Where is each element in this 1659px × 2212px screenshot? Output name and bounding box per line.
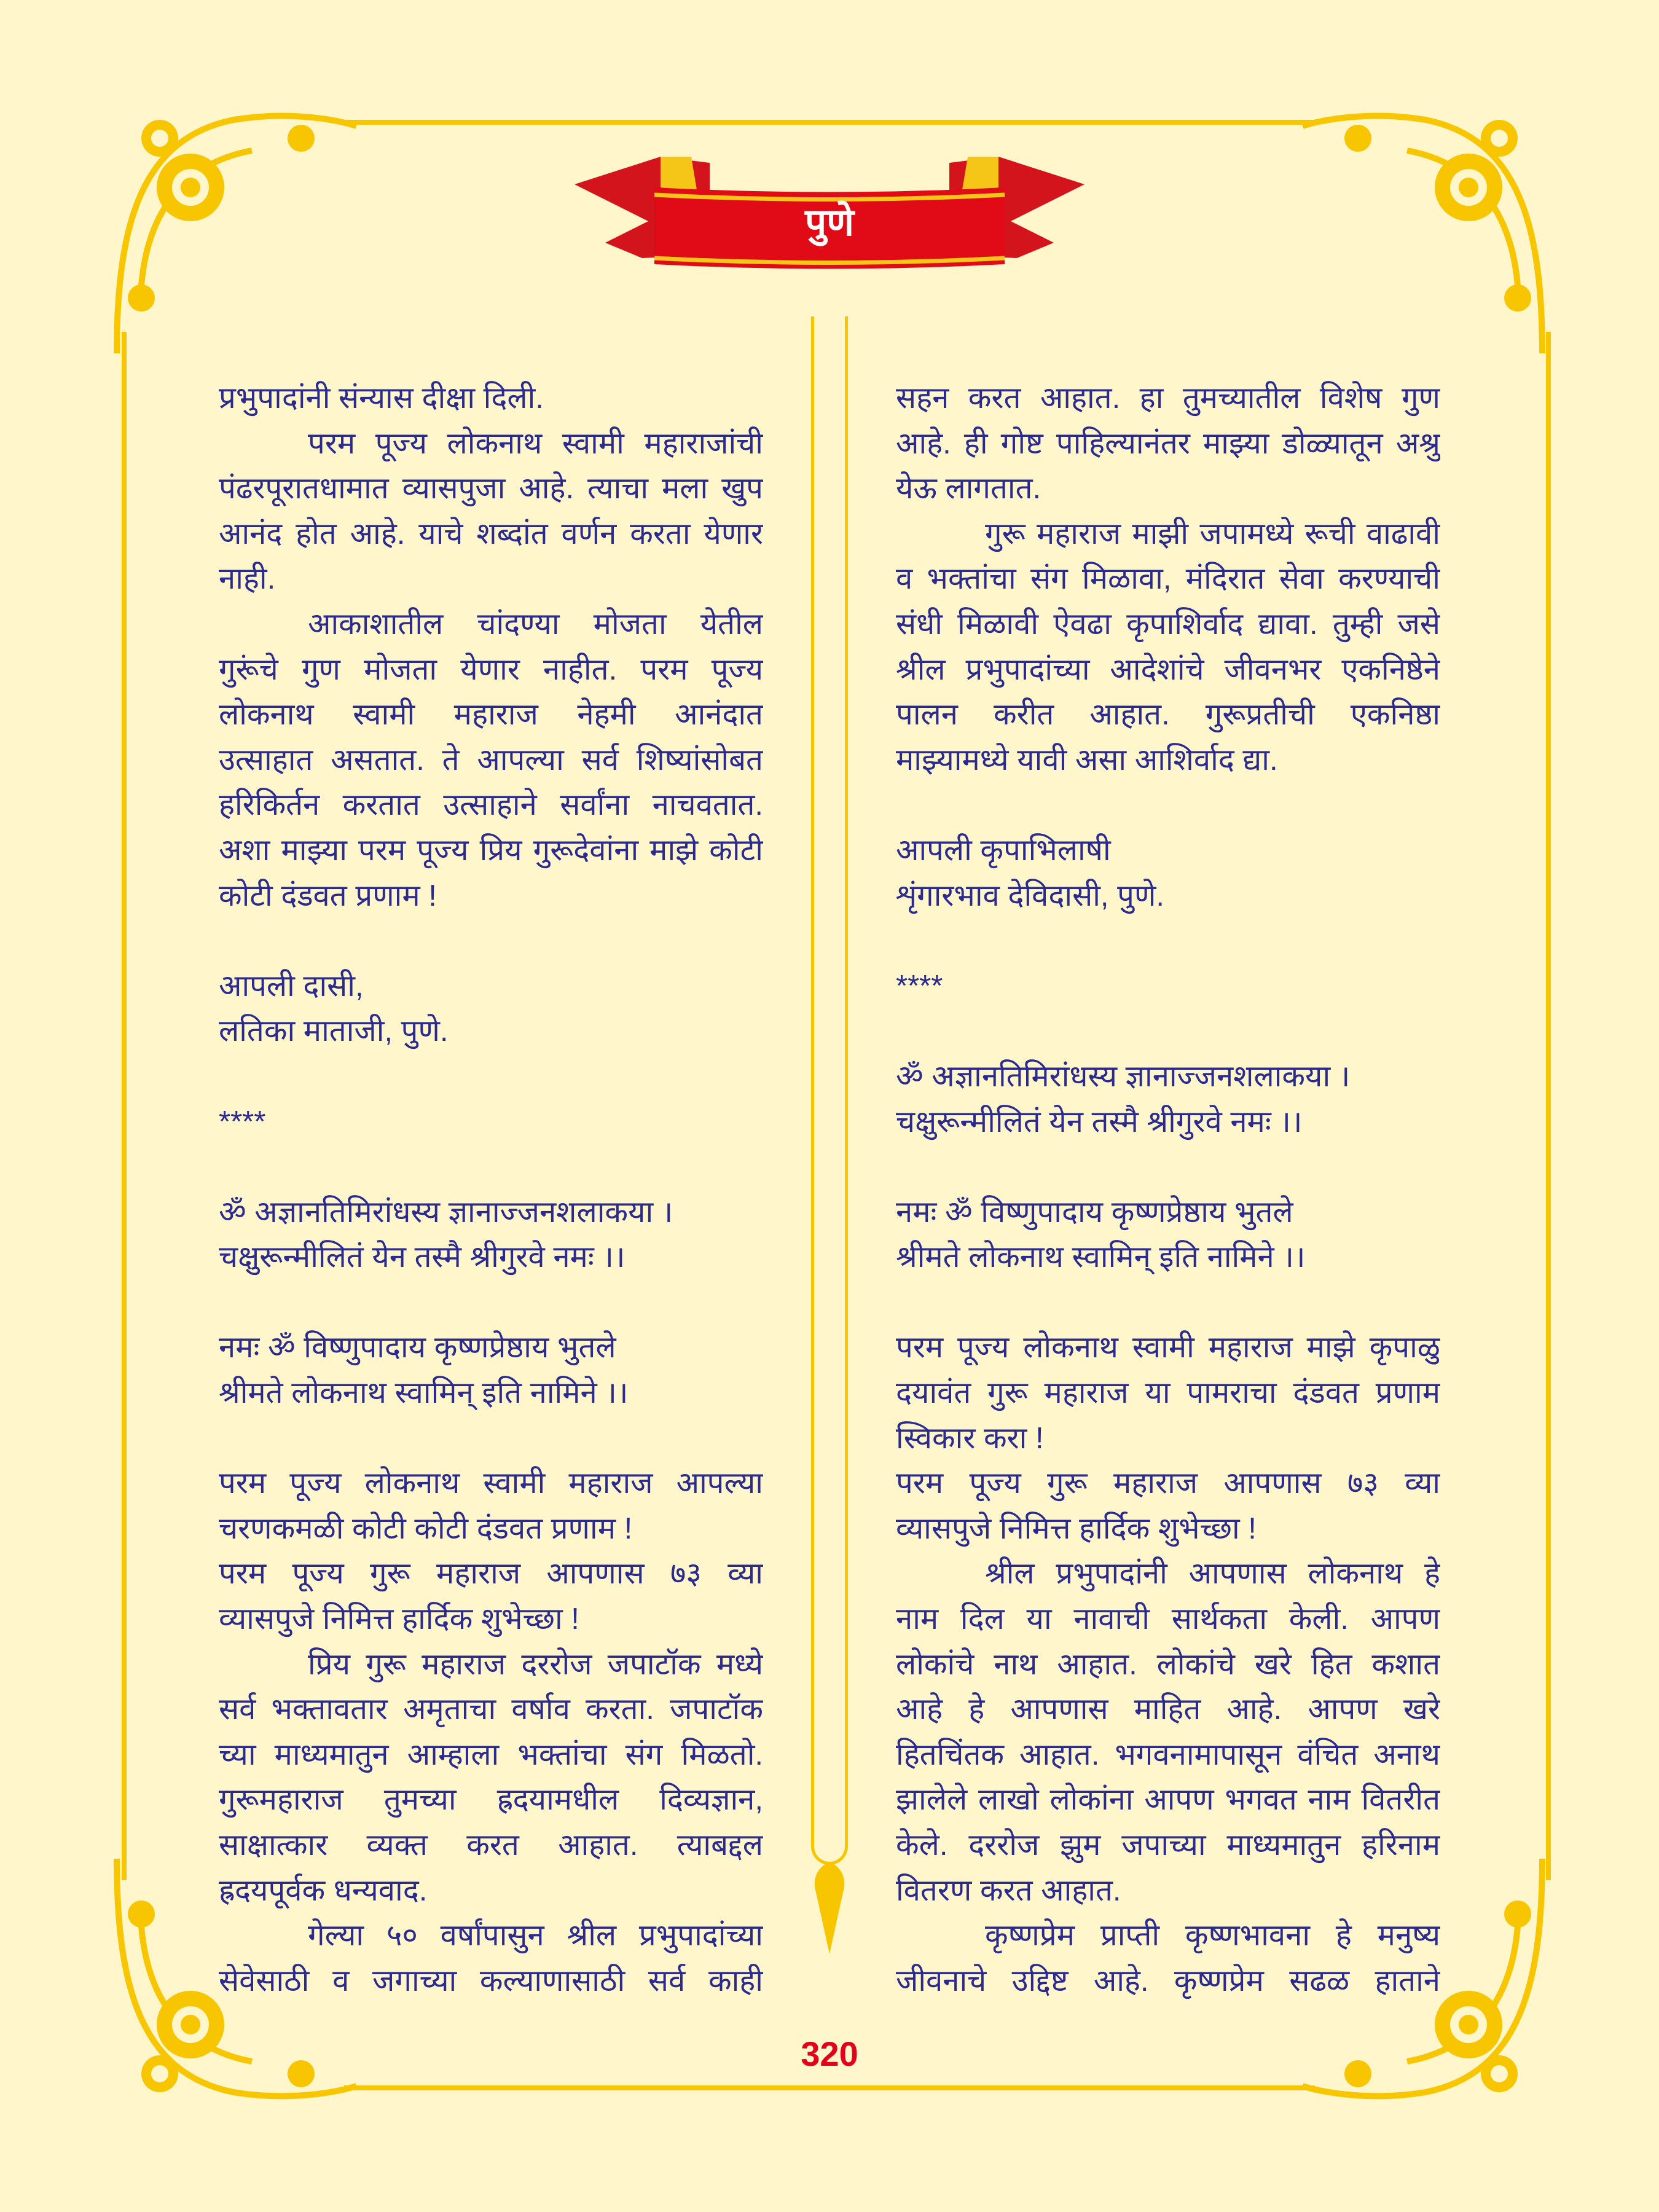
text-line: सेवेसाठी व जगाच्या कल्याणासाठी सर्व काही: [219, 1964, 763, 1998]
blank-line: [219, 919, 763, 964]
blank-line: [219, 1145, 763, 1190]
text-line: कृष्णप्रेम प्राप्ती कृष्णभावना हे मनुष्य: [985, 1919, 1440, 1953]
text-line: श्रीमते लोकनाथ स्वामिन् इति नामिने ।।: [896, 1241, 1306, 1274]
paragraph: [219, 422, 763, 602]
paragraph: [896, 1325, 1440, 1461]
text-line: ****: [219, 1105, 266, 1139]
text-line: लतिका माताजी, पुणे.: [219, 1014, 449, 1048]
text-line: चरणकमळी कोटी कोटी दंडवत प्रणाम !: [219, 1512, 633, 1545]
text-line: साक्षात्कार व्यक्त करत आहात. त्याबद्दल: [219, 1829, 763, 1862]
text-line: च्या माध्यमातुन आम्हाला भक्तांचा संग मिळतो.: [219, 1738, 763, 1771]
text-line: गेल्या ५० वर्षांपासुन श्रील प्रभुपादांच्या: [308, 1919, 763, 1953]
page-number: 320: [801, 2034, 858, 2073]
text-line: आनंद होत आहे. याचे शब्दांत वर्णन करता येणार: [219, 517, 763, 551]
divider-drop-ornament: [812, 1862, 847, 1954]
text-line: हितचिंतक आहात. भगवनामापासून वंचित अनाथ: [896, 1738, 1440, 1771]
text-line: दयावंत गुरू महाराज या पामराचा दंडवत प्रणाम: [896, 1376, 1440, 1410]
paragraph: [896, 1913, 1440, 2004]
text-block: [896, 964, 1440, 1010]
text-line: परम पूज्य लोकनाथ स्वामी महाराज आपल्या: [219, 1467, 763, 1500]
text-line: प्रभुपादांनी संन्यास दीक्षा दिली.: [219, 382, 544, 415]
text-block: [219, 1100, 763, 1145]
page-title: पुणे: [804, 202, 855, 244]
blank-line: [219, 1054, 763, 1100]
text-line: आहे हे आपणास माहित आहे. आपण खरे: [896, 1693, 1440, 1727]
text-line: ॐ अज्ञानतिमिरांधस्य ज्ञानाज्जनशलाकया ।: [896, 1059, 1351, 1093]
text-line: केले. दररोज झुम जपाच्या माध्यमातुन हरिनाम: [896, 1829, 1440, 1862]
text-line: आपली दासी,: [219, 969, 364, 1003]
text-line: गुरूमहाराज तुमच्या ह्रदयामधील दिव्यज्ञान,: [219, 1783, 763, 1817]
text-line: परम पूज्य लोकनाथ स्वामी महाराजांची: [308, 426, 763, 460]
right-text-column: [896, 376, 1440, 2004]
text-line: स्विकार करा !: [896, 1421, 1044, 1455]
paragraph: [896, 1461, 1440, 1551]
text-block: [219, 964, 763, 1054]
text-line: परम पूज्य गुरू महाराज आपणास ७३ व्या: [219, 1557, 763, 1591]
text-block: [896, 828, 1440, 919]
text-line: हरिकिर्तन करतात उत्साहाने सर्वांना नाचवतात.: [219, 788, 763, 822]
text-line: आहे. ही गोष्ट पाहिल्यानंतर माझ्या डोळ्यातून अश्रु: [896, 426, 1440, 460]
text-line: नमः ॐ विष्णुपादाय कृष्णप्रेष्ठाय भुतले: [219, 1331, 616, 1365]
text-line: परम पूज्य लोकनाथ स्वामी महाराज माझे कृपाळु: [896, 1331, 1440, 1365]
text-line: ॐ अज्ञानतिमिरांधस्य ज्ञानाज्जनशलाकया ।: [219, 1195, 673, 1229]
text-line: प्रिय गुरू महाराज दररोज जपाटॉक मध्ये: [308, 1647, 763, 1681]
blank-line: [219, 1416, 763, 1462]
text-line: उत्साहात असतात. ते आपल्या सर्व शिष्यांसोबत: [219, 743, 763, 777]
text-line: अशा माझ्या परम पूज्य प्रिय गुरूदेवांना माझे कोटी: [219, 833, 763, 867]
paragraph: [219, 1642, 763, 1914]
text-line: जीवनाचे उद्दिष्ट आहे. कृष्णप्रेम सढळ हाताने: [896, 1964, 1440, 1998]
text-line: नाही.: [219, 562, 276, 596]
text-line: नमः ॐ विष्णुपादाय कृष्णप्रेष्ठाय भुतले: [896, 1195, 1293, 1229]
text-line: श्रीमते लोकनाथ स्वामिन् इति नामिने ।।: [219, 1376, 629, 1410]
text-line: आपली कृपाभिलाषी: [896, 833, 1111, 867]
left-text-column: [219, 376, 763, 2004]
frame-bottom-line: [344, 2085, 1315, 2090]
text-line: झालेले लाखो लोकांना आपण भगवत नाम वितरीत: [896, 1783, 1440, 1817]
paragraph: [219, 1551, 763, 1642]
blank-line: [896, 1281, 1440, 1326]
text-line: श्रील प्रभुपादांच्या आदेशांचे जीवनभर एकनिष्ठेने: [896, 653, 1440, 686]
text-line: नाम दिल या नावाची सार्थकता केली. आपण: [896, 1602, 1440, 1636]
text-line: कोटी दंडवत प्रणाम !: [219, 879, 437, 912]
paragraph: [219, 1461, 763, 1551]
paragraph: [219, 376, 763, 422]
text-line: पालन करीत आहात. गुरूप्रतीची एकनिष्ठा: [896, 698, 1440, 732]
text-line: लोकांचे नाथ आहात. लोकांचे खरे हित कशात: [896, 1647, 1440, 1681]
blank-line: [219, 1281, 763, 1326]
text-block: [219, 1325, 763, 1416]
frame-left-line: [122, 332, 127, 1880]
text-line: संधी मिळावी ऐवढा कृपाशिर्वाद द्यावा. तुम्ही जसे: [896, 607, 1440, 641]
text-line: परम पूज्य गुरू महाराज आपणास ७३ व्या: [896, 1467, 1440, 1500]
text-line: व्यासपुजे निमित्त हार्दिक शुभेच्छा !: [896, 1512, 1257, 1545]
text-line: येऊ लागतात.: [896, 472, 1041, 506]
text-line: पंढरपूरातधामात व्यासपुजा आहे. त्याचा मला खुप: [219, 472, 763, 506]
text-line: गुरू महाराज माझी जपामध्ये रूची वाढावी: [985, 517, 1440, 551]
text-block: [219, 1190, 763, 1281]
paragraph: [219, 602, 763, 919]
corner-ornament-top-right: [1290, 101, 1555, 366]
text-line: चक्षुरून्मीलितं येन तस्मै श्रीगुरवे नमः ।।: [219, 1241, 626, 1274]
paragraph: [896, 1551, 1440, 1913]
text-block: [896, 1190, 1440, 1281]
frame-top-line: [344, 120, 1315, 125]
text-block: [896, 1054, 1440, 1145]
blank-line: [896, 1145, 1440, 1190]
text-line: व्यासपुजे निमित्त हार्दिक शुभेच्छा !: [219, 1602, 579, 1636]
text-line: शृंगारभाव देविदासी, पुणे.: [896, 879, 1164, 912]
paragraph: [896, 512, 1440, 783]
column-divider: [811, 316, 848, 1865]
paragraph: [896, 376, 1440, 512]
text-line: सर्व भक्तावतार अमृताचा वर्षाव करता. जपाटॉक: [219, 1693, 763, 1727]
text-line: सहन करत आहात. हा तुमच्यातील विशेष गुण: [896, 382, 1440, 415]
text-line: ह्रदयपूर्वक धन्यवाद.: [219, 1873, 428, 1907]
text-line: चक्षुरून्मीलितं येन तस्मै श्रीगुरवे नमः ।।: [896, 1105, 1303, 1139]
text-line: वितरण करत आहात.: [896, 1873, 1121, 1907]
blank-line: [896, 1009, 1440, 1054]
text-line: ****: [896, 969, 943, 1003]
text-line: आकाशातील चांदण्या मोजता येतील: [308, 607, 763, 641]
text-line: श्रील प्रभुपादांनी आपणास लोकनाथ हे: [985, 1557, 1440, 1591]
blank-line: [896, 919, 1440, 964]
corner-ornament-top-left: [104, 101, 369, 366]
blank-line: [896, 783, 1440, 828]
text-line: लोकनाथ स्वामी महाराज नेहमी आनंदात: [219, 698, 763, 732]
frame-right-line: [1546, 332, 1551, 1880]
text-line: गुरूंचे गुण मोजता येणार नाहीत. परम पूज्य: [219, 653, 763, 686]
paragraph: [219, 1913, 763, 2004]
text-line: माझ्यामध्ये यावी असा आशिर्वाद द्या.: [896, 743, 1278, 777]
text-line: व भक्तांचा संग मिळावा, मंदिरात सेवा करण्याची: [896, 562, 1440, 596]
